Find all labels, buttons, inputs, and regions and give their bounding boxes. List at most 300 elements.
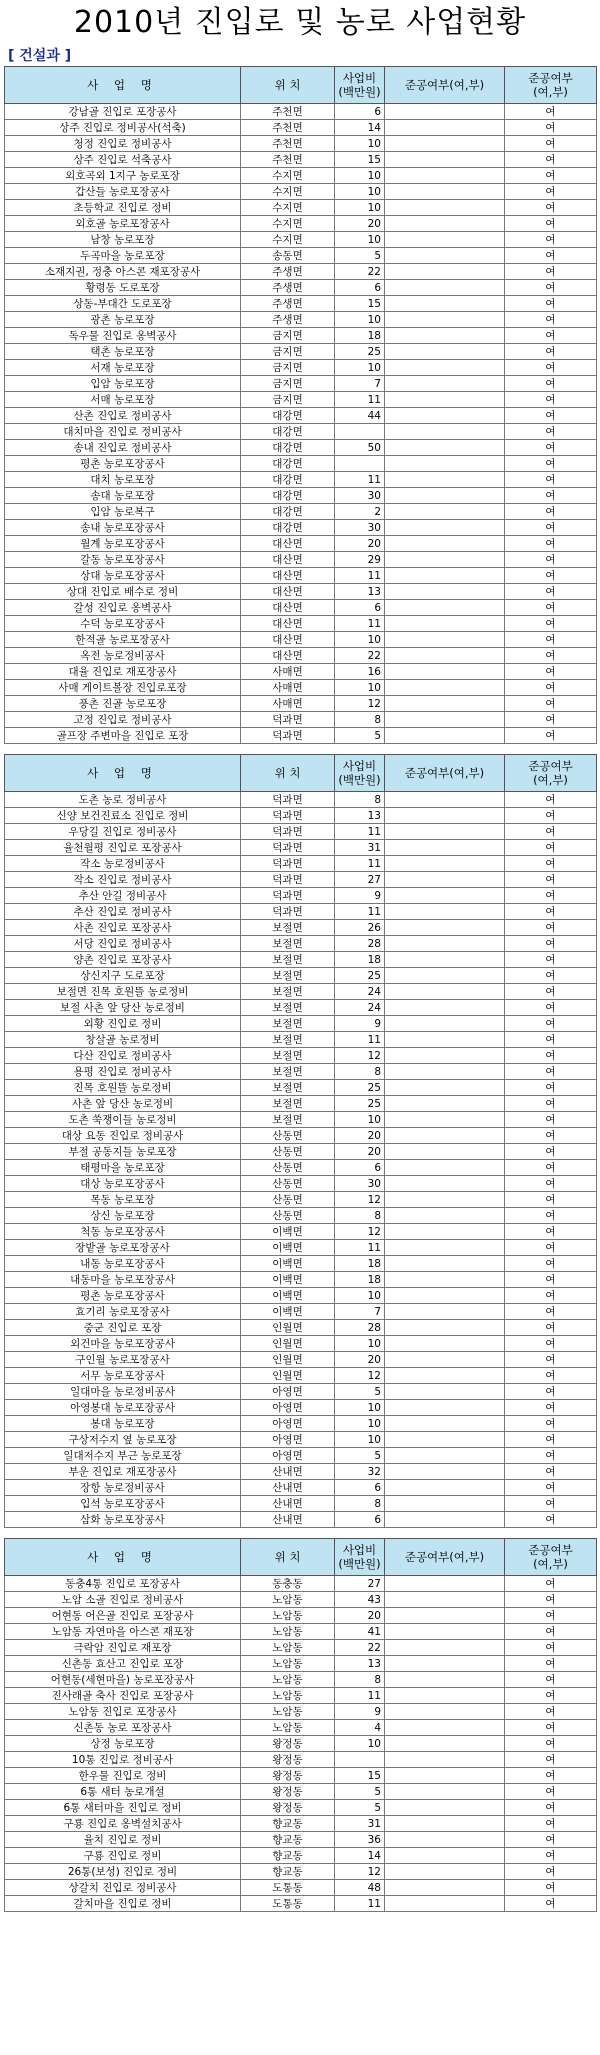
- project-name-cell: 아영봉대 농로포장공사: [5, 1400, 241, 1416]
- header-row: [5, 755, 597, 792]
- location-cell: 왕정동: [241, 1800, 335, 1816]
- cost-cell: 10: [335, 168, 385, 184]
- project-name-cell: 노암 소골 진입로 정비공사: [5, 1592, 241, 1608]
- table-row: [5, 904, 597, 920]
- project-name-cell: 사매 게이트볼장 진입로포장: [5, 680, 241, 696]
- completion-cell: 여: [505, 520, 597, 536]
- completion-note-cell: [385, 840, 505, 856]
- completion-cell: 여: [505, 552, 597, 568]
- location-cell: 주생면: [241, 264, 335, 280]
- table-row: [5, 264, 597, 280]
- location-cell: 이백면: [241, 1240, 335, 1256]
- completion-note-cell: [385, 1800, 505, 1816]
- table-row: [5, 360, 597, 376]
- table-row: [5, 952, 597, 968]
- completion-cell: 여: [505, 792, 597, 808]
- cost-cell: 7: [335, 1304, 385, 1320]
- table-row: [5, 872, 597, 888]
- header-project-name: 사 업 명: [5, 755, 241, 792]
- project-name-cell: 도촌 농로 정비공사: [5, 792, 241, 808]
- project-name-cell: 효기리 농로포장공사: [5, 1304, 241, 1320]
- cost-cell: 5: [335, 248, 385, 264]
- location-cell: 대강면: [241, 456, 335, 472]
- completion-note-cell: [385, 1032, 505, 1048]
- table-row: [5, 1224, 597, 1240]
- table-row: [5, 1240, 597, 1256]
- project-name-cell: 입암 농로포장: [5, 376, 241, 392]
- location-cell: 산내면: [241, 1480, 335, 1496]
- completion-cell: 여: [505, 472, 597, 488]
- completion-note-cell: [385, 104, 505, 120]
- project-name-cell: 중군 진입로 포장: [5, 1320, 241, 1336]
- completion-cell: 여: [505, 1784, 597, 1800]
- location-cell: 아영면: [241, 1384, 335, 1400]
- cost-cell: 10: [335, 1400, 385, 1416]
- cost-cell: 22: [335, 1640, 385, 1656]
- completion-note-cell: [385, 328, 505, 344]
- location-cell: 주천면: [241, 104, 335, 120]
- cost-cell: 30: [335, 520, 385, 536]
- project-name-cell: 한우물 진입로 정비: [5, 1768, 241, 1784]
- table-row: [5, 1640, 597, 1656]
- table-row: [5, 1768, 597, 1784]
- cost-cell: 8: [335, 1496, 385, 1512]
- location-cell: 아영면: [241, 1432, 335, 1448]
- completion-cell: 여: [505, 440, 597, 456]
- completion-cell: 여: [505, 248, 597, 264]
- project-name-cell: 남창 농로포장: [5, 232, 241, 248]
- completion-cell: 여: [505, 1688, 597, 1704]
- cost-cell: 5: [335, 728, 385, 744]
- project-name-cell: 초등학교 진입로 정비: [5, 200, 241, 216]
- project-name-cell: 어현동 어은골 진입로 포장공사: [5, 1608, 241, 1624]
- location-cell: 대강면: [241, 424, 335, 440]
- cost-cell: 50: [335, 440, 385, 456]
- table-row: [5, 1736, 597, 1752]
- project-name-cell: 추산 진입로 정비공사: [5, 904, 241, 920]
- completion-note-cell: [385, 1576, 505, 1592]
- table-row: [5, 1128, 597, 1144]
- cost-cell: 11: [335, 1896, 385, 1912]
- project-name-cell: 태평마을 농로포장: [5, 1160, 241, 1176]
- location-cell: 금지면: [241, 344, 335, 360]
- completion-cell: 여: [505, 616, 597, 632]
- completion-cell: 여: [505, 1656, 597, 1672]
- table-row: [5, 1064, 597, 1080]
- table-row: [5, 1000, 597, 1016]
- project-name-cell: 장항 농로정비공사: [5, 1480, 241, 1496]
- completion-note-cell: [385, 1160, 505, 1176]
- project-name-cell: 산촌 진입로 정비공사: [5, 408, 241, 424]
- cost-cell: 11: [335, 904, 385, 920]
- cost-cell: 8: [335, 1672, 385, 1688]
- project-name-cell: 부운 진입로 재포장공사: [5, 1464, 241, 1480]
- completion-note-cell: [385, 200, 505, 216]
- cost-cell: 10: [335, 232, 385, 248]
- cost-cell: [335, 424, 385, 440]
- cost-cell: 11: [335, 824, 385, 840]
- completion-cell: 여: [505, 1032, 597, 1048]
- completion-note-cell: [385, 488, 505, 504]
- cost-cell: [335, 456, 385, 472]
- cost-cell: 18: [335, 952, 385, 968]
- table-row: [5, 296, 597, 312]
- location-cell: 보절면: [241, 936, 335, 952]
- project-table: [4, 66, 597, 744]
- location-cell: 대산면: [241, 568, 335, 584]
- completion-cell: 여: [505, 984, 597, 1000]
- completion-cell: 여: [505, 1896, 597, 1912]
- location-cell: 덕과면: [241, 888, 335, 904]
- completion-cell: 여: [505, 232, 597, 248]
- completion-cell: 여: [505, 136, 597, 152]
- project-name-cell: 진목 호원뜰 농로정비: [5, 1080, 241, 1096]
- location-cell: 덕과면: [241, 792, 335, 808]
- project-name-cell: 우당길 진입로 정비공사: [5, 824, 241, 840]
- location-cell: 산동면: [241, 1176, 335, 1192]
- header-cost: 사업비 (백만원): [335, 67, 385, 104]
- completion-note-cell: [385, 1192, 505, 1208]
- cost-cell: [335, 1752, 385, 1768]
- project-name-cell: 봉대 농로포장: [5, 1416, 241, 1432]
- cost-cell: 15: [335, 1768, 385, 1784]
- cost-cell: 8: [335, 792, 385, 808]
- table-row: [5, 536, 597, 552]
- location-cell: 대강면: [241, 520, 335, 536]
- completion-note-cell: [385, 1880, 505, 1896]
- table-row: [5, 376, 597, 392]
- completion-note-cell: [385, 1272, 505, 1288]
- table-row: [5, 1496, 597, 1512]
- project-table: [4, 1538, 597, 1912]
- completion-cell: 여: [505, 1736, 597, 1752]
- table-row: [5, 1416, 597, 1432]
- completion-cell: 여: [505, 216, 597, 232]
- project-name-cell: 추산 안길 정비공사: [5, 888, 241, 904]
- completion-note-cell: [385, 392, 505, 408]
- location-cell: 왕정동: [241, 1784, 335, 1800]
- location-cell: 이백면: [241, 1256, 335, 1272]
- completion-note-cell: [385, 136, 505, 152]
- location-cell: 노암동: [241, 1672, 335, 1688]
- completion-note-cell: [385, 600, 505, 616]
- table-row: [5, 1656, 597, 1672]
- completion-note-cell: [385, 696, 505, 712]
- project-table: [4, 754, 597, 1528]
- cost-cell: 5: [335, 1448, 385, 1464]
- table-row: [5, 152, 597, 168]
- completion-cell: 여: [505, 200, 597, 216]
- cost-cell: 30: [335, 1176, 385, 1192]
- cost-cell: 13: [335, 1656, 385, 1672]
- department-label: [ 건설과 ]: [8, 48, 72, 64]
- table-row: [5, 1080, 597, 1096]
- cost-cell: 6: [335, 1160, 385, 1176]
- completion-note-cell: [385, 984, 505, 1000]
- location-cell: 노암동: [241, 1640, 335, 1656]
- table-row: [5, 1864, 597, 1880]
- completion-note-cell: [385, 1512, 505, 1528]
- completion-note-cell: [385, 280, 505, 296]
- completion-note-cell: [385, 264, 505, 280]
- project-name-cell: 송대 농로포장: [5, 488, 241, 504]
- cost-cell: 6: [335, 104, 385, 120]
- table-row: [5, 216, 597, 232]
- completion-cell: 여: [505, 1464, 597, 1480]
- completion-note-cell: [385, 120, 505, 136]
- completion-note-cell: [385, 1112, 505, 1128]
- project-name-cell: 창살골 농로정비: [5, 1032, 241, 1048]
- location-cell: 도통동: [241, 1880, 335, 1896]
- project-name-cell: 내동 농로포장공사: [5, 1256, 241, 1272]
- completion-cell: 여: [505, 344, 597, 360]
- completion-note-cell: [385, 1368, 505, 1384]
- location-cell: 덕과면: [241, 808, 335, 824]
- cost-cell: 20: [335, 216, 385, 232]
- completion-cell: 여: [505, 1752, 597, 1768]
- completion-note-cell: [385, 360, 505, 376]
- location-cell: 수지면: [241, 184, 335, 200]
- cost-cell: 32: [335, 1464, 385, 1480]
- location-cell: 수지면: [241, 232, 335, 248]
- table-row: [5, 680, 597, 696]
- completion-note-cell: [385, 1864, 505, 1880]
- cost-cell: 11: [335, 1032, 385, 1048]
- location-cell: 금지면: [241, 392, 335, 408]
- completion-note-cell: [385, 1624, 505, 1640]
- location-cell: 주천면: [241, 136, 335, 152]
- table-row: [5, 1880, 597, 1896]
- cost-cell: 11: [335, 568, 385, 584]
- table-row: [5, 344, 597, 360]
- table-row: [5, 1816, 597, 1832]
- completion-cell: 여: [505, 1848, 597, 1864]
- completion-cell: 여: [505, 1288, 597, 1304]
- completion-cell: 여: [505, 1048, 597, 1064]
- cost-cell: 12: [335, 1368, 385, 1384]
- completion-note-cell: [385, 1144, 505, 1160]
- project-name-cell: 강남골 진입로 포장공사: [5, 104, 241, 120]
- cost-cell: 27: [335, 872, 385, 888]
- location-cell: 주천면: [241, 120, 335, 136]
- location-cell: 송동면: [241, 248, 335, 264]
- cost-cell: 6: [335, 280, 385, 296]
- project-name-cell: 동충4통 진입로 포장공사: [5, 1576, 241, 1592]
- cost-cell: 6: [335, 1512, 385, 1528]
- project-name-cell: 입암 농로복구: [5, 504, 241, 520]
- cost-cell: 11: [335, 856, 385, 872]
- completion-note-cell: [385, 1448, 505, 1464]
- table-row: [5, 792, 597, 808]
- table-row: [5, 840, 597, 856]
- project-name-cell: 목동 농로포장: [5, 1192, 241, 1208]
- header-location: 위 치: [241, 1539, 335, 1576]
- completion-note-cell: [385, 408, 505, 424]
- location-cell: 대강면: [241, 488, 335, 504]
- cost-cell: 10: [335, 1416, 385, 1432]
- table-row: [5, 184, 597, 200]
- project-name-cell: 고정 진입로 정비공사: [5, 712, 241, 728]
- location-cell: 보절면: [241, 1112, 335, 1128]
- table-row: [5, 1720, 597, 1736]
- project-name-cell: 서당 진입로 정비공사: [5, 936, 241, 952]
- completion-note-cell: [385, 376, 505, 392]
- location-cell: 이백면: [241, 1304, 335, 1320]
- project-name-cell: 노암동 진입로 포장공사: [5, 1704, 241, 1720]
- location-cell: 사매면: [241, 664, 335, 680]
- project-name-cell: 일대저수지 부근 농로포장: [5, 1448, 241, 1464]
- project-name-cell: 도촌 쑥쟁이들 농로정비: [5, 1112, 241, 1128]
- table-row: [5, 1512, 597, 1528]
- header-project-name: 사 업 명: [5, 67, 241, 104]
- project-name-cell: 옥전 농로정비공사: [5, 648, 241, 664]
- project-name-cell: 대상 농로포장공사: [5, 1176, 241, 1192]
- project-name-cell: 구룡 진입로 정비: [5, 1848, 241, 1864]
- location-cell: 노암동: [241, 1656, 335, 1672]
- completion-cell: 여: [505, 1624, 597, 1640]
- completion-note-cell: [385, 152, 505, 168]
- completion-note-cell: [385, 1848, 505, 1864]
- page-title: 2010년 진입로 및 농로 사업현황: [73, 5, 527, 40]
- header-completion: 준공여부(여,부): [385, 755, 505, 792]
- location-cell: 대강면: [241, 440, 335, 456]
- project-name-cell: 청정 진입로 정비공사: [5, 136, 241, 152]
- project-name-cell: 상갈치 진입로 정비공사: [5, 1880, 241, 1896]
- table-row: [5, 1800, 597, 1816]
- cost-cell: 31: [335, 840, 385, 856]
- project-name-cell: 월계 농로포장공사: [5, 536, 241, 552]
- table-row: [5, 104, 597, 120]
- project-name-cell: 외호곡외 1지구 농로포장: [5, 168, 241, 184]
- table-row: [5, 328, 597, 344]
- completion-cell: 여: [505, 824, 597, 840]
- cost-cell: 4: [335, 1720, 385, 1736]
- table-row: [5, 1336, 597, 1352]
- completion-cell: 여: [505, 104, 597, 120]
- completion-note-cell: [385, 1128, 505, 1144]
- tables-container: [0, 66, 600, 1912]
- cost-cell: 29: [335, 552, 385, 568]
- completion-cell: 여: [505, 1704, 597, 1720]
- completion-note-cell: [385, 808, 505, 824]
- completion-cell: 여: [505, 696, 597, 712]
- completion-note-cell: [385, 568, 505, 584]
- location-cell: 산동면: [241, 1144, 335, 1160]
- location-cell: 사매면: [241, 696, 335, 712]
- project-name-cell: 대치 농로포장: [5, 472, 241, 488]
- location-cell: 보절면: [241, 1096, 335, 1112]
- table-row: [5, 696, 597, 712]
- table-row: [5, 232, 597, 248]
- completion-note-cell: [385, 664, 505, 680]
- completion-note-cell: [385, 712, 505, 728]
- completion-note-cell: [385, 1048, 505, 1064]
- completion-note-cell: [385, 1656, 505, 1672]
- completion-note-cell: [385, 936, 505, 952]
- table-row: [5, 1096, 597, 1112]
- table-row: [5, 1368, 597, 1384]
- project-name-cell: 송내 농로포장공사: [5, 520, 241, 536]
- completion-note-cell: [385, 536, 505, 552]
- completion-cell: 여: [505, 840, 597, 856]
- completion-note-cell: [385, 1608, 505, 1624]
- completion-cell: 여: [505, 1144, 597, 1160]
- completion-cell: 여: [505, 280, 597, 296]
- cost-cell: 30: [335, 488, 385, 504]
- project-name-cell: 작소 진입로 정비공사: [5, 872, 241, 888]
- cost-cell: 25: [335, 1096, 385, 1112]
- completion-note-cell: [385, 1400, 505, 1416]
- cost-cell: 14: [335, 120, 385, 136]
- table-row: [5, 1400, 597, 1416]
- location-cell: 산동면: [241, 1208, 335, 1224]
- location-cell: 동충동: [241, 1576, 335, 1592]
- location-cell: 노암동: [241, 1720, 335, 1736]
- location-cell: 아영면: [241, 1448, 335, 1464]
- completion-cell: 여: [505, 904, 597, 920]
- completion-note-cell: [385, 1672, 505, 1688]
- header-row: [5, 1539, 597, 1576]
- completion-cell: 여: [505, 392, 597, 408]
- location-cell: 산동면: [241, 1192, 335, 1208]
- project-name-cell: 극락암 진입로 재포장: [5, 1640, 241, 1656]
- completion-note-cell: [385, 1016, 505, 1032]
- project-name-cell: 노암동 자연마을 아스콘 재포장: [5, 1624, 241, 1640]
- cost-cell: 25: [335, 968, 385, 984]
- location-cell: 대산면: [241, 536, 335, 552]
- project-name-cell: 상신 농로포장: [5, 1208, 241, 1224]
- completion-note-cell: [385, 1352, 505, 1368]
- location-cell: 인월면: [241, 1368, 335, 1384]
- table-row: [5, 136, 597, 152]
- completion-note-cell: [385, 1224, 505, 1240]
- location-cell: 보절면: [241, 984, 335, 1000]
- location-cell: 보절면: [241, 1080, 335, 1096]
- cost-cell: 48: [335, 1880, 385, 1896]
- table-row: [5, 984, 597, 1000]
- completion-cell: 여: [505, 1480, 597, 1496]
- header-row: [5, 67, 597, 104]
- completion-note-cell: [385, 1592, 505, 1608]
- cost-cell: 36: [335, 1832, 385, 1848]
- completion-note-cell: [385, 792, 505, 808]
- completion-note-cell: [385, 296, 505, 312]
- location-cell: 산내면: [241, 1496, 335, 1512]
- cost-cell: 10: [335, 1112, 385, 1128]
- completion-note-cell: [385, 440, 505, 456]
- location-cell: 왕정동: [241, 1768, 335, 1784]
- cost-cell: 24: [335, 984, 385, 1000]
- completion-cell: 여: [505, 360, 597, 376]
- completion-note-cell: [385, 520, 505, 536]
- completion-cell: 여: [505, 1096, 597, 1112]
- completion-cell: 여: [505, 1400, 597, 1416]
- completion-cell: 여: [505, 1720, 597, 1736]
- table-row: [5, 1480, 597, 1496]
- location-cell: 보절면: [241, 1064, 335, 1080]
- table-row: [5, 1352, 597, 1368]
- completion-note-cell: [385, 616, 505, 632]
- table-row: [5, 520, 597, 536]
- cost-cell: 10: [335, 632, 385, 648]
- location-cell: 금지면: [241, 360, 335, 376]
- completion-cell: 여: [505, 1272, 597, 1288]
- completion-cell: 여: [505, 1608, 597, 1624]
- cost-cell: 10: [335, 680, 385, 696]
- completion-note-cell: [385, 1784, 505, 1800]
- completion-cell: 여: [505, 1176, 597, 1192]
- project-name-cell: 신촌동 효산고 진입로 포장: [5, 1656, 241, 1672]
